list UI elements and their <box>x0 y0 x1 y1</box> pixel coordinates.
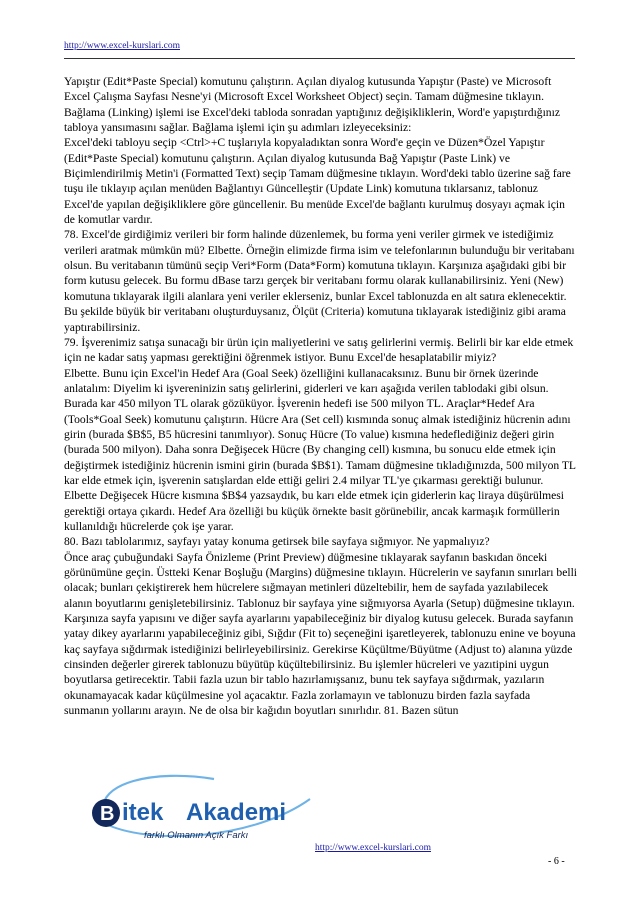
svg-text:Akademi: Akademi <box>186 799 287 826</box>
footer-url-link[interactable]: http://www.excel-kurslari.com <box>315 843 431 853</box>
paragraph: 80. Bazı tablolarımız, sayfayı yatay konuma getirsek bile sayfaya sığmıyor. Ne yapmalıyız? <box>64 535 490 549</box>
bitek-akademi-logo <box>84 773 319 849</box>
header-url-link[interactable]: http://www.excel-kurslari.com <box>64 41 180 51</box>
document-body <box>64 74 577 718</box>
page-number: - 6 - <box>548 856 565 867</box>
header-divider <box>64 58 575 59</box>
paragraph: Bağlama (Linking) işlemi ise Excel'deki tabloda sonradan yaptığınız değişikliklerin, Word'e yapıştırdığınız tabloya yansımasını sağlar. Bağlama işlemi için şu adımları izleyeceksiniz: <box>64 105 560 135</box>
svg-text:itek: itek <box>122 799 164 826</box>
paragraph: Yapıştır (Edit*Paste Special) komutunu çalıştırın. Açılan diyalog kutusunda Yapıştır (Paste) ve Microsoft Excel Çalışma Sayfası Nesne'yi (Microsoft Excel Worksheet Object) seçin. Tamam düğmesine tıklayın. <box>64 75 552 104</box>
svg-text:farklı Olmanın Açık Farkı: farklı Olmanın Açık Farkı <box>144 830 249 841</box>
svg-text:B: B <box>100 803 115 825</box>
paragraph: Elbette. Bunu için Excel'in Hedef Ara (Goal Seek) özelliğini kullanacaksınız. Bunu bir örnek üzerinde anlatalım: Diyelim ki işvereninizin satış gelirlerini, giderleri ve karı aşağıda verilen tablodaki gibi olsun. Burada kar 450 milyon TL olarak gözüküyor. İşverenin hedefi ise 500 milyon TL. Araçlar*Hedef Ara (Tools*Goal Seek) komutunu çalıştırın. Hücre Ara (Set cell) kısmında sonuç almak istediğiniz hücrenin adını girin (burada $B$5, B5 hücresini tanımlıyor). Sonuç Hücre (To value) kısmına hedeflediğiniz değeri girin (burada 500 milyon). Daha sonra Değişecek Hücre (By changing cell) kısmına, bu sonucu elde etmek için değiştirmek istediğiniz hücrenin ismini girin (burada $B$1). Tamam düğmesine tıkladığınızda, 500 milyon TL kar elde etmek için, işverenin satışlardan elde ettiği geliri 2.4 milyar TL'ye çıkarması gerektiği bulunur. Elbette Değişecek Hücre kısmına $B$4 yazsaydık, bu karı elde etmek için giderlerin kaç liraya düşürülmesi gerektiği ortaya çıkardı. Hedef Ara özelliği bu küçük örnekte basit görünebilir, ancak karmaşık formüllerin kullanıldığı hücrelerde çok işe yarar. <box>64 366 576 533</box>
paragraph: Önce araç çubuğundaki Sayfa Önizleme (Print Preview) düğmesine tıklayarak sayfanın baskıdan önceki görünümüne geçin. Üstteki Kenar Boşluğu (Margins) düğmesine tıklayın. Hücrelerin ve sayfanın sınırları belli olacak; bunları çekiştirerek hem hücrelere sığmayan metinleri düzeltebilir, hem de sayfada yazılabilecek alanın boyutlarını genişletebilirsiniz. Tablonuz bir sayfaya yine sığmıyorsa Ayarla (Setup) düğmesine tıklayın. Karşınıza sayfa yapısını ve diğer sayfa ayarlarını yapabileceğiniz bir diyalog kutusu gelecek. Burada sayfanın yatay dikey ayarlarını yapabileceğiniz gibi, Sığdır (Fit to) seçeneğini işaretleyerek, tablonuzu enine ve boyuna kaç sayfaya sığdırmak istediğinizi belirleyebilirsiniz. Gerekirse Küçültme/Büyütme (Adjust to) alanına yüzde cinsinden değerler girerek tablonuzu büyütüp küçültebilirsiniz. Bu işlemler hücreleri ve yazıtipini uygun boyutlarsa getirecektir. Tabii fazla uzun bir tablo hazırlamışsanız, bunu tek sayfaya sığdırmak, yazıların okunamayacak kadar küçülmesine yol açacaktır. Fazla zorlamayın ve tablonuzu birden fazla sayfada sunmanın yollarını arayın. Ne de olsa bir kağıdın boyutları sınırlıdır. 81. Bazen sütun <box>64 550 578 718</box>
paragraph: 78. Excel'de girdiğimiz verileri bir form halinde düzenlemek, bu forma yeni veriler girmek ve istediğimiz verileri aratmak mümkün mü? Elbette. Örneğin elimizde firma isim ve telefonlarının bulunduğu bir veritabanı olsun. Bu veritabanın tümünü seçip Veri*Form (Data*Form) komutuna tıklayın. Karşınıza aşağıdaki gibi bir form kutusu gelecek. Bu formu dBase tarzı gerçek bir veritabanı formu olarak kullanabilirsiniz. Yeni (New) komutuna tıklayarak ilgili alanlara yeni veriler eklerseniz, bunlar Excel tablonuzda en alt satıra eklenecektir. Bu şekilde büyük bir veritabanı oluşturduysanız, Ölçüt (Criteria) komutuna tıklayarak istediğiniz gibi arama yaptırabilirsiniz. <box>64 228 575 334</box>
paragraph: 79. İşverenimiz satışa sunacağı bir ürün için maliyetlerini ve satış gelirlerini vermiş. Belirli bir kar elde etmek için ne kadar satış yapması gerektiğini öğrenmek istiyor. Bunu Excel'de hesaplatabilir miyiz? <box>64 335 574 365</box>
paragraph: Excel'deki tabloyu seçip <Ctrl>+C tuşlarıyla kopyaladıktan sonra Word'e geçin ve Düzen*Özel Yapıştır (Edit*Paste Special) komutunu çalıştırın. Açılan diyalog kutusunda Bağ Yapıştır (Paste Link) ve Biçimlendirilmiş Metin'i (Formatted Text) seçip Tamam düğmesine tıklayın. Word'deki tablo üzerine sağ fare tuşu ile tıklayıp açılan menüden Bağlantıyı Güncelleştir (Update Link) komutuna tıklarsanız, tablonuz Excel'de yapılan değişikliklere göre güncellenir. Bu menüde Excel'de bağlantı kurulmuş dosyayı açmak için de komutlar vardır. <box>64 136 571 227</box>
